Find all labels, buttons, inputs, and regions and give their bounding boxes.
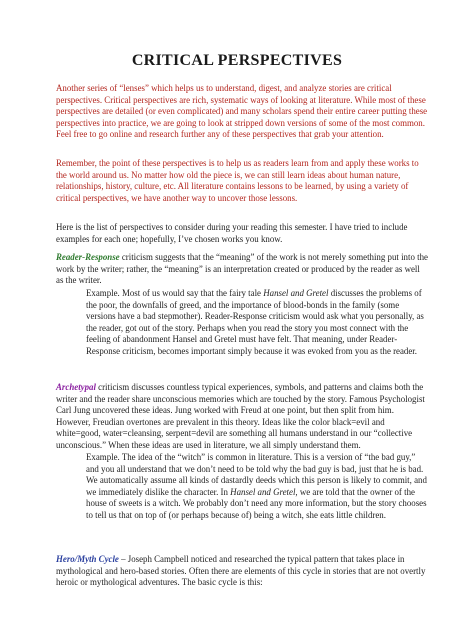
hero-myth-definition-text: – Joseph Campbell noticed and researched the typical pattern that takes place in mythological and hero-based stories. Often there are elements of this cycle in stories that are not overtly heroic or mythological adventures. The basic cycle is this:	[56, 554, 426, 588]
remember-paragraph: Remember, the point of these perspectives is to help us as readers learn from and apply these works to the world around us. No matter how old the piece is, we can still learn ideas about human nature, relationships, history, culture, etc. All literature contains lessons to be learned, by using a variety of critical perspectives, we have another way to uncover those lessons.	[56, 158, 419, 203]
reader-response-term: Reader-Response	[56, 252, 120, 262]
archetypal-term: Archetypal	[56, 382, 96, 392]
reader-response-example-post: discusses the problems of the poor, the downfalls of greed, and the importance of blood-bonds in the family (some versions have a bad stepmother). Reader-Response criticism would ask what you personally, as the reader, got out of the story. Perhaps when you read the story you most connect with the feeling of abandonment Hansel and Gretel must have felt. That meaning, under Reader-Response criticism, becomes important simply because it was evoked from you as the reader.	[86, 288, 424, 356]
archetypal-example-pre: Example. The idea of the “witch” is common in literature. This is a version of “the bad guy,” and you all understand that we don’t need to be told why the bad guy is bad, just that he is bad. We automatically assume all kinds of dastardly deeds which this person is likely to commit, and we immediately dislike the character. In	[86, 452, 427, 497]
archetypal-example	[56, 452, 428, 522]
intro-paragraph: Another series of “lenses” which helps us to understand, digest, and analyze stories are critical perspectives. Critical perspectives are rich, systematic ways of looking at literature. While most of these perspectives are detailed (or even complicated) and many scholars spend their entire career putting these perspectives into practice, we are going to look at stripped down versions of some of the most common. Feel free to go online and research further any of these perspectives that grab your attention.	[56, 83, 428, 140]
page-title: CRITICAL PERSPECTIVES	[131, 52, 343, 69]
archetypal-definition	[56, 382, 428, 452]
hero-myth-term: Hero/Myth Cycle	[56, 554, 119, 564]
reader-response-example-pre: Example. Most of us would say that the fairy tale	[86, 288, 264, 298]
reader-response-definition-text: criticism suggests that the “meaning” of the work is not merely something put into the work by the writer; rather, the “meaning” is an interpretation created or produced by the reader as well as the writer.	[56, 252, 428, 286]
archetypal-definition-text: criticism discusses countless typical experiences, symbols, and patterns and claims both the writer and the reader share unconscious memories which are touched by the story. Famous Psychologist Carl Jung uncovered these ideas. Jung worked with Freud at one point, but then split from him. However, Freudian overtones are prevalent in this theory. Ideas like the color black=evil and white=good, water=cleansing, serpent=devil are something all humans understand in our “collective unconscious.” When these ideas are used in literature, we all simply understand them.	[56, 382, 425, 450]
reader-response-example	[56, 288, 428, 358]
hero-myth-definition	[56, 554, 428, 589]
archetypal-example-post: , we are told that the owner of the house of sweets is a witch. We probably don’t need any more information, but the story chooses to tell us that on top of (or perhaps because of) being a witch, she eats little children.	[86, 486, 427, 520]
archetypal-example-work: Hansel and Gretel	[230, 486, 296, 497]
reader-response-example-work: Hansel and Gretel	[263, 288, 329, 298]
reader-response-definition	[56, 252, 428, 287]
list-intro-paragraph: Here is the list of perspectives to consider during your reading this semester. I have tried to include examples for each one; hopefully, I’ve chosen works you know.	[56, 222, 408, 244]
